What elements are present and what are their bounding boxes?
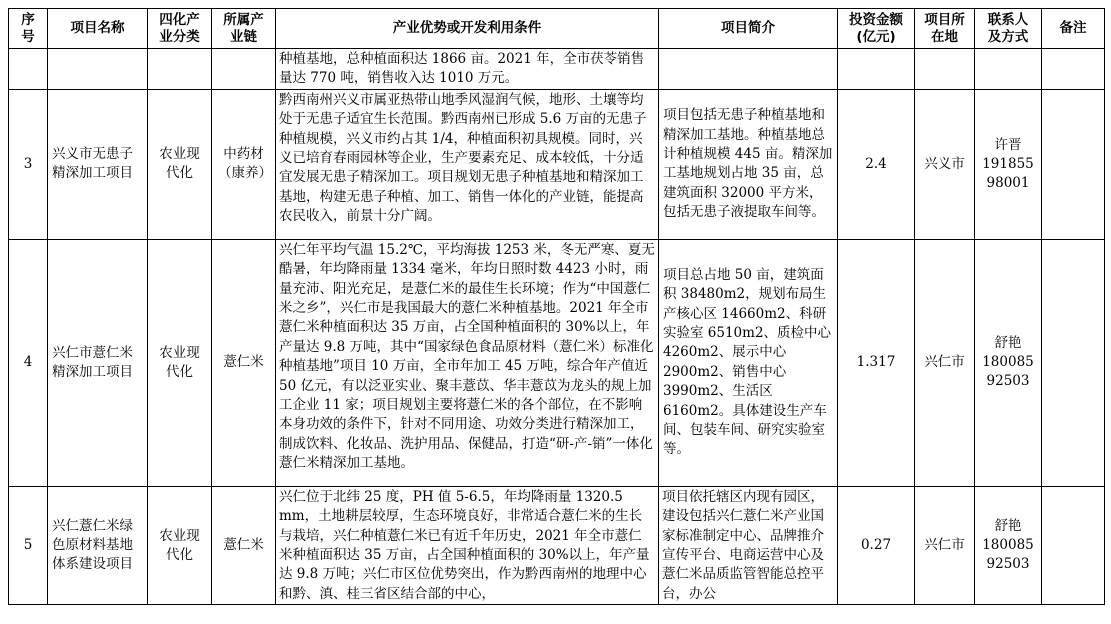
row-contact: 舒艳 180085 92503 [975,239,1042,486]
header-chain: 所属产 业链 [212,9,276,49]
row-no: 4 [9,239,48,486]
row-advantage: 兴仁位于北纬 25 度，PH 值 5-6.5，年均降雨量 1320.5 mm，土地耕层较厚，生态环境良好，非常适合薏仁米的生长与栽培，兴仁种植薏仁米已有近千年历史，2021 年全市薏仁米种植面积达 35 万亩，占全国种植面积的 30%以上，年产量达 9.8 万吨；兴仁市区位优势突出，作为黔西南州的地理中心和黔、滇、桂三省区结合部的中心， [276,486,659,604]
table-row [9,486,1105,604]
row-advantage: 黔西南州兴义市属亚热带山地季风湿润气候，地形、土壤等均处于无患子适宜生长范围。黔西南州已形成 5.6 万亩的无患子种植规模，兴义市约占其 1/4，种植面积初具规模。同时，兴义已培育春雨园林等企业，生产要素充足、成本较低，十分适宜发展无患子精深加工。项目规划无患子种植基地和精深加工基地，构建无患子种植、加工、销售一体化的产业链，能提高农民收入，前景十分广阔。 [276,89,659,239]
row-summary: 项目总占地 50 亩，建筑面积 38480m2，规划布局生产核心区 14660m2、科研实验室 6510m2、质检中心 4260m2、展示中心 2900m2、销售中心 3990m2、生活区 6160m2。具体建设生产车间、包装车间、研究实验室等。 [659,239,838,486]
row-remark [1042,89,1105,239]
row-name: 兴仁薏仁米绿色原材料基地体系建设项目 [48,486,148,604]
row-contact: 许晋 191855 98001 [975,89,1042,239]
row-no: 3 [9,89,48,239]
row-contact: 舒艳 180085 92503 [975,486,1042,604]
header-advantage: 产业优势或开发利用条件 [276,9,659,49]
row-remark [1042,239,1105,486]
row-name: 兴义市无患子精深加工项目 [48,89,148,239]
header-remark: 备注 [1042,9,1105,49]
row-category: 农业现代化 [148,239,212,486]
row-investment: 0.27 [838,486,915,604]
header-name: 项目名称 [48,9,148,49]
table-row [9,89,1105,239]
header-investment: 投资金额 (亿元) [838,9,915,49]
header-row [9,9,1105,49]
table-row [9,239,1105,486]
header-category: 四化产 业分类 [148,9,212,49]
row-investment: 2.4 [838,89,915,239]
row-summary: 项目包括无患子种植基地和精深加工基地。种植基地总计种植规模 445 亩。精深加工基地规划占地 35 亩，总建筑面积 32000 平方米，包括无患子液提取车间等。 [659,89,838,239]
header-location: 项目所 在地 [915,9,975,49]
row-location: 兴义市 [915,89,975,239]
row-location: 兴仁市 [915,239,975,486]
project-table [8,8,1105,605]
row-no: 5 [9,486,48,604]
row-category: 农业现代化 [148,486,212,604]
row-chain: 薏仁米 [212,239,276,486]
row-summary: 项目依托辖区内现有园区，建设包括兴仁薏仁米产业国家标准制定中心、品牌推介宣传平台、电商运营中心及薏仁米品质监管智能总控平台，办公 [659,486,838,604]
row-chain: 中药材（康养） [212,89,276,239]
row-investment: 1.317 [838,239,915,486]
row-category: 农业现代化 [148,89,212,239]
continuation-advantage: 种植基地，总种植面积达 1866 亩。2021 年，全市茯苓销售量达 770 吨，销售收入达 1010 万元。 [276,49,659,90]
row-name: 兴仁市薏仁米精深加工项目 [48,239,148,486]
row-chain: 薏仁米 [212,486,276,604]
row-location: 兴仁市 [915,486,975,604]
header-contact: 联系人 及方式 [975,9,1042,49]
row-remark [1042,486,1105,604]
header-summary: 项目简介 [659,9,838,49]
header-no: 序 号 [9,9,48,49]
continuation-row [9,49,1105,90]
row-advantage: 兴仁年平均气温 15.2℃，平均海拔 1253 米，冬无严寒、夏无酷暑，年均降雨量 1334 毫米，年均日照时数 4423 小时，雨量充沛、阳光充足，是薏仁米的最佳生长环境；作为“中国薏仁米之乡”，兴仁市是我国最大的薏仁米种植基地。2021 年全市薏仁米种植面积达 35 万亩，占全国种植面积的 30%以上，年产量达 9.8 万吨，其中“国家绿色食品原材料（薏仁米）标准化种植基地”项目 10 万亩，全市年加工 45 万吨，综合年产值近 50 亿元，有以泛亚实业、聚丰薏苡、华丰薏苡为龙头的规上加工企业 11 家；项目规划主要将薏仁米的各个部位，在不影响本身功效的条件下，针对不同用途、功效分类进行精深加工，制成饮料、化妆品、洗护用品、保健品，打造“研-产-销”一体化薏仁米精深加工基地。 [276,239,659,486]
